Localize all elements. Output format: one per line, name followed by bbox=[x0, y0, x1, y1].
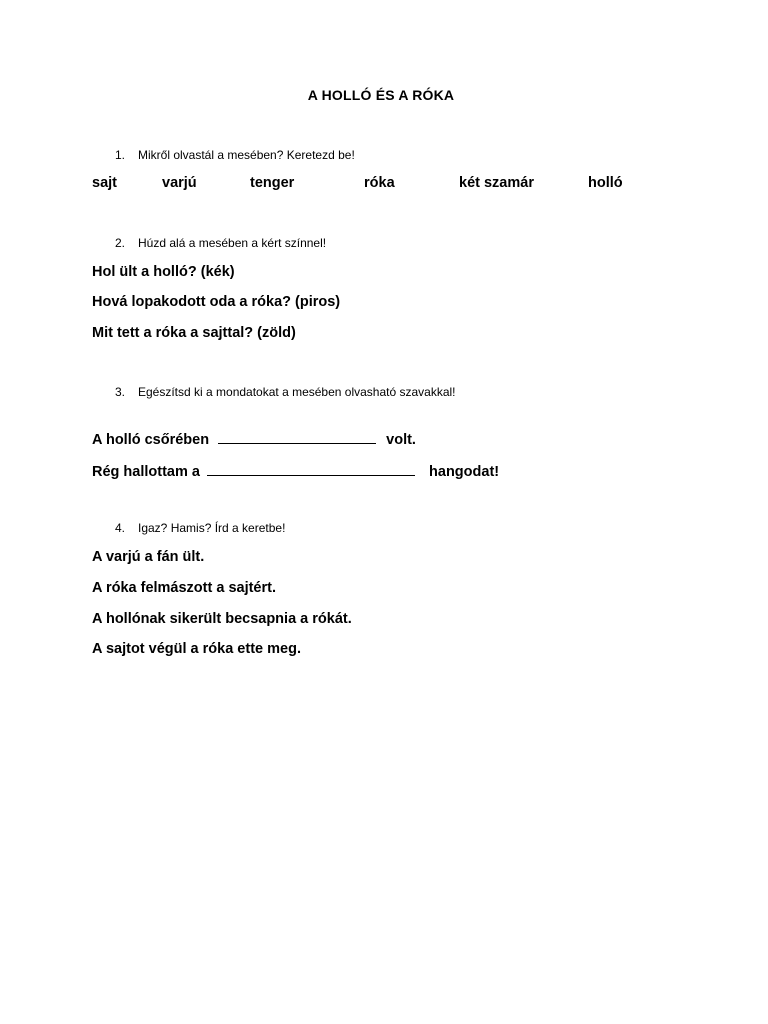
word-option: holló bbox=[588, 175, 623, 191]
fill-sentence-1 bbox=[92, 430, 416, 448]
fill-sentence-1-after: volt. bbox=[386, 432, 416, 448]
q4-statement: A varjú a fán ült. bbox=[92, 549, 205, 565]
question-1-text: Mikről olvastál a mesében? Keretezd be! bbox=[138, 148, 355, 162]
question-3-text: Egészítsd ki a mondatokat a mesében olvasható szavakkal! bbox=[138, 385, 456, 399]
q2-line: Hol ült a holló? (kék) bbox=[92, 264, 235, 280]
q4-statement: A róka felmászott a sajtért. bbox=[92, 580, 276, 596]
question-3-number: 3. bbox=[115, 385, 126, 399]
fill-sentence-2-before: Rég hallottam a bbox=[92, 464, 200, 480]
fill-sentence-1-before: A holló csőrében bbox=[92, 432, 210, 448]
question-1-number: 1. bbox=[115, 148, 126, 162]
word-option: róka bbox=[364, 175, 395, 191]
word-option: tenger bbox=[250, 175, 295, 191]
word-option: két szamár bbox=[459, 175, 534, 191]
question-4-number: 4. bbox=[115, 521, 126, 535]
word-option: varjú bbox=[162, 175, 197, 191]
answer-blank[interactable] bbox=[207, 462, 415, 476]
q4-statement: A sajtot végül a róka ette meg. bbox=[92, 641, 301, 657]
fill-sentence-2 bbox=[92, 462, 499, 480]
question-2-text: Húzd alá a mesében a kért színnel! bbox=[138, 236, 327, 250]
question-3 bbox=[115, 385, 456, 399]
question-2 bbox=[115, 236, 326, 250]
page-title: A HOLLÓ ÉS A RÓKA bbox=[307, 87, 455, 103]
q4-statement: A hollónak sikerült becsapnia a rókát. bbox=[92, 611, 352, 627]
question-4 bbox=[115, 521, 285, 535]
answer-blank[interactable] bbox=[218, 430, 376, 444]
question-2-number: 2. bbox=[115, 236, 126, 250]
question-1 bbox=[115, 148, 355, 162]
fill-sentence-2-after: hangodat! bbox=[429, 464, 500, 480]
q2-line: Hová lopakodott oda a róka? (piros) bbox=[92, 294, 341, 310]
question-4-text: Igaz? Hamis? Írd a keretbe! bbox=[138, 521, 286, 535]
word-option: sajt bbox=[92, 175, 117, 191]
q2-line: Mit tett a róka a sajttal? (zöld) bbox=[92, 325, 296, 341]
